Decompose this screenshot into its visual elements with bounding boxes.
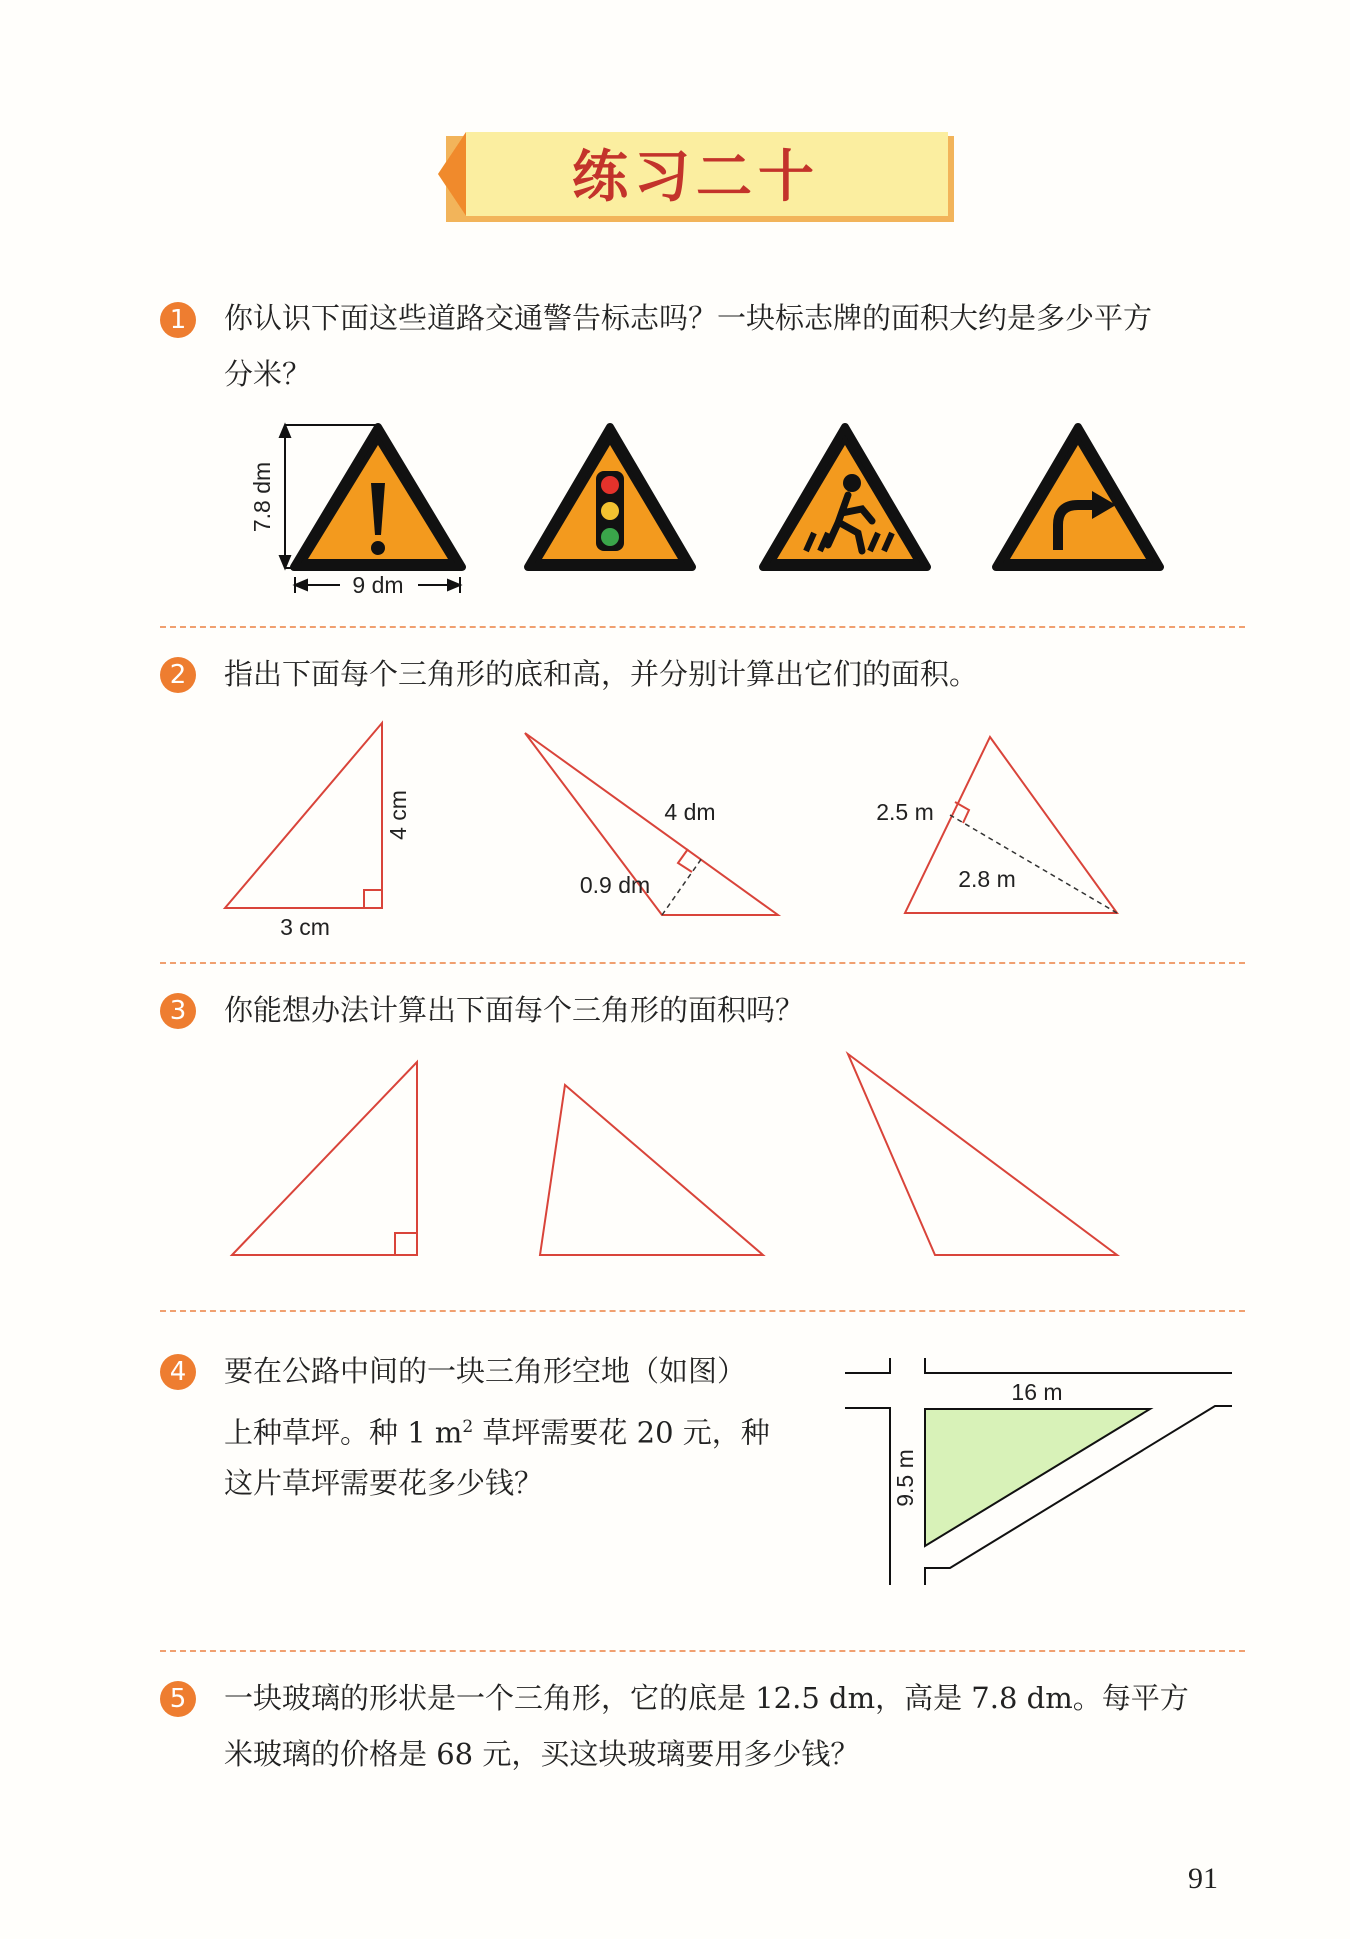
question-1-line-1: 你认识下面这些道路交通警告标志吗？一块标志牌的面积大约是多少平方: [224, 301, 1153, 335]
question-5-line-2: 米玻璃的价格是 68 元，买这块玻璃要用多少钱？: [224, 1737, 860, 1771]
warning-signs-figure: [230, 405, 1190, 605]
q2-t3-height-line: [950, 815, 1117, 913]
q2-t1-height-label: 4 cm: [385, 790, 411, 840]
q2-t3-base-label: 2.5 m: [876, 799, 934, 825]
q2-t3-height-label: 2.8 m: [958, 866, 1016, 892]
question-4-line-2-b: 草坪需要花 20 元，种: [473, 1415, 770, 1450]
question-number-4: 4: [160, 1354, 196, 1390]
question-5-line-1: 一块玻璃的形状是一个三角形，它的底是 12.5 dm，高是 7.8 dm。每平方: [224, 1681, 1189, 1715]
page-title: 练习二十: [572, 144, 820, 210]
title-banner: [438, 132, 954, 222]
question-3-text: 你能想办法计算出下面每个三角形的面积吗？: [224, 993, 805, 1027]
traffic-light-warning-sign-icon: [528, 427, 692, 567]
sign-base-label: 9 dm: [352, 572, 404, 598]
question-number-5: 5: [160, 1681, 196, 1717]
q2-t2-height-label: 0.9 dm: [579, 872, 651, 898]
q2-t2-base-label: 4 dm: [664, 799, 716, 825]
question-number-1: 1: [160, 302, 196, 338]
question-number-2: 2: [160, 657, 196, 693]
section-divider: [160, 626, 1245, 628]
exclamation-warning-sign-icon: [294, 427, 462, 567]
sign-height-label: 7.8 dm: [249, 461, 275, 533]
q3-triangle-1: [232, 1062, 417, 1255]
section-divider: [160, 962, 1245, 964]
question-2-text: 指出下面每个三角形的底和高，并分别计算出它们的面积。: [224, 657, 979, 691]
grass-height-label: 9.5 m: [892, 1449, 918, 1507]
square-superscript: 2: [462, 1417, 474, 1437]
q2-triangles-figure: [200, 715, 1160, 945]
q3-triangle-2: [540, 1085, 763, 1255]
q2-triangle-1: [225, 723, 382, 908]
section-divider: [160, 1310, 1245, 1312]
question-4-line-2-a: 上种草坪。种 1 m: [224, 1415, 463, 1450]
question-1-line-2: 分米？: [224, 357, 312, 391]
q3-triangle-3: [848, 1054, 1117, 1255]
grass-width-label: 16 m: [1011, 1379, 1063, 1405]
q2-t1-base-label: 3 cm: [280, 914, 330, 940]
question-4-line-2: [224, 1399, 770, 1461]
question-number-3: 3: [160, 993, 196, 1029]
pedestrian-crossing-sign-icon: [763, 427, 927, 567]
page-number: 91: [1188, 1862, 1218, 1895]
grass-triangle: [925, 1409, 1150, 1546]
curve-right-warning-sign-icon: [996, 427, 1160, 567]
q2-triangle-2: [525, 733, 778, 915]
question-4-line-3: 这片草坪需要花多少钱？: [224, 1466, 544, 1500]
q3-triangles-figure: [200, 1050, 1160, 1265]
road-grass-figure: [845, 1348, 1240, 1588]
question-4-line-1: 要在公路中间的一块三角形空地（如图）: [224, 1354, 747, 1388]
section-divider: [160, 1650, 1245, 1652]
